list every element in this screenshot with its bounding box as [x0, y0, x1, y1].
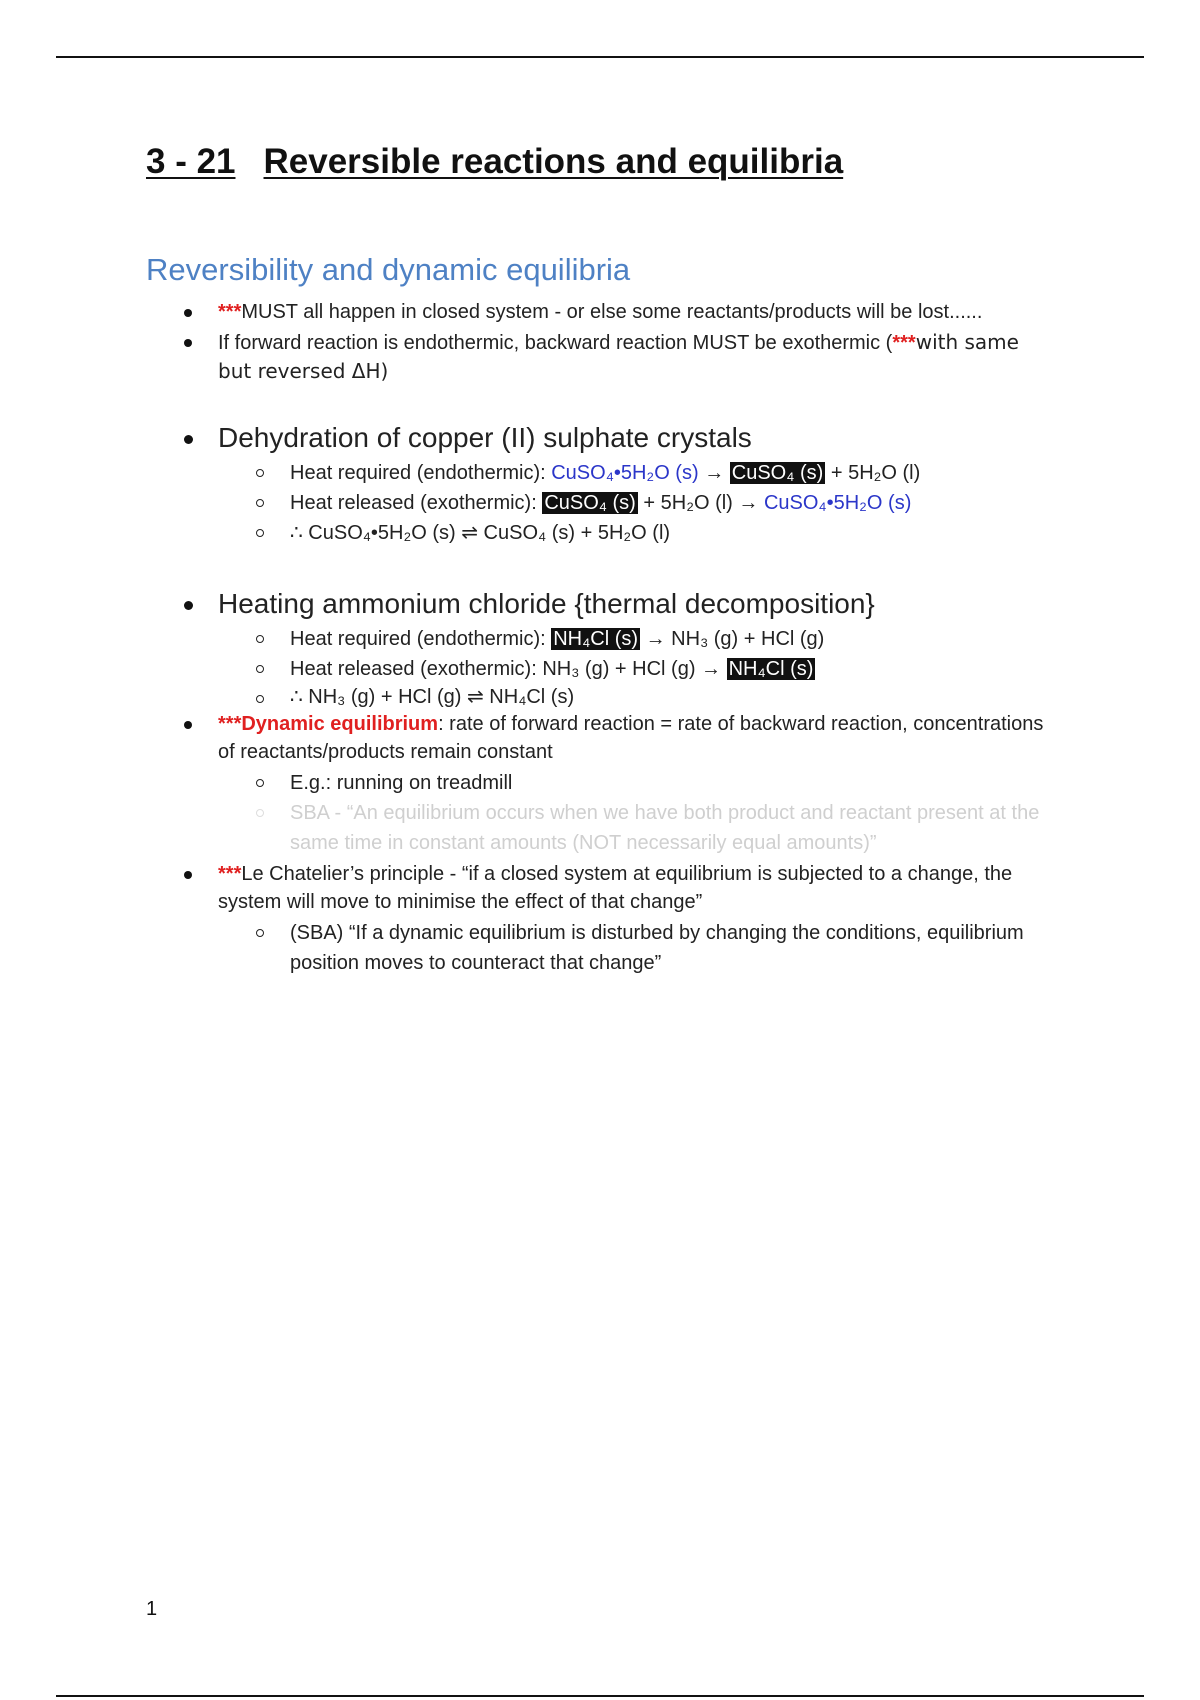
copper-heat-required — [146, 458, 1046, 488]
highlighted-formula: NH₄Cl (s) — [728, 658, 814, 681]
le-chatelier-bullet — [146, 860, 1046, 978]
highlighted-formula: CuSO₄ (s) — [544, 492, 636, 515]
copper-hydrated-formula: CuSO₄•5H₂O (s) — [763, 492, 912, 515]
copper-heat-required-rest: + 5H₂O (l) — [825, 462, 921, 485]
ammonium-heat-released-label: Heat released (exothermic): NH₃ (g) + HCl (g) → — [290, 658, 727, 681]
ammonium-chloride-bullet — [146, 586, 1046, 710]
copper-heat-required-label: Heat required (endothermic): — [290, 462, 552, 485]
title-number: 3 - 21 — [146, 142, 236, 181]
copper-heat-released-label: Heat released (exothermic): — [290, 492, 543, 515]
ammonium-heat-required — [146, 624, 1046, 654]
closed-system-text: MUST all happen in closed system - or else some reactants/products will be lost...... — [241, 301, 983, 324]
forward-reaction-text-a: If forward reaction is endothermic, backward reaction MUST be exothermic ( — [218, 332, 893, 355]
forward-reaction-text-b: with same but reversed ΔH) — [218, 330, 1019, 384]
le-chatelier-sba: (SBA) “If a dynamic equilibrium is disturbed by changing the conditions, equilibrium position moves to counteract that change” — [146, 918, 1046, 978]
ammonium-heat-required-rest: → NH₃ (g) + HCl (g) — [640, 628, 825, 651]
dynamic-equilibrium-term: ***Dynamic equilibrium — [218, 713, 439, 736]
important-mark: *** — [892, 332, 916, 355]
important-mark: *** — [218, 301, 242, 324]
section-heading: Reversibility and dynamic equilibria — [146, 251, 631, 287]
top-rule — [56, 56, 1144, 58]
copper-sublist — [218, 458, 1046, 548]
highlighted-formula: NH₄Cl (s) — [553, 628, 639, 651]
title-text: Reversible reactions and equilibria — [263, 142, 844, 181]
document-body — [146, 140, 1046, 978]
closed-system-bullet — [146, 298, 1046, 326]
page-title — [146, 140, 1046, 184]
dynamic-sublist — [218, 768, 1046, 858]
le-chatelier-sublist — [218, 918, 1046, 978]
copper-hydrated-formula: CuSO₄•5H₂O (s) — [551, 462, 699, 485]
ammonium-heading: Heating ammonium chloride {thermal decomposition} — [218, 588, 875, 620]
reaction-arrow: → — [698, 462, 730, 485]
dynamic-equilibrium-bullet — [146, 710, 1046, 858]
treadmill-example: E.g.: running on treadmill — [146, 768, 1046, 798]
highlighted-formula: CuSO₄ (s) — [731, 462, 824, 485]
le-chatelier-text: Le Chatelier’s principle - “if a closed system at equilibrium is subjected to a change, the system will move to minimise the effect of that change” — [218, 863, 1013, 914]
sba-definition: SBA - “An equilibrium occurs when we have both product and reactant present at the same time in constant amounts (NOT necessarily equal amounts)” — [146, 798, 1046, 858]
important-mark: *** — [218, 863, 242, 886]
ammonium-heat-required-label: Heat required (endothermic): — [290, 628, 552, 651]
ammonium-summary: ∴ NH₃ (g) + HCl (g) ⇌ NH₄Cl (s) — [146, 684, 1046, 710]
ammonium-sublist — [218, 624, 1046, 710]
copper-sulphate-bullet — [146, 420, 1046, 548]
page-number: 1 — [146, 1598, 158, 1620]
dynamic-equilibrium-text: : rate of forward reaction = rate of backward reaction, concentrations of reactants/products remain constant — [218, 713, 1044, 764]
copper-summary: ∴ CuSO₄•5H₂O (s) ⇌ CuSO₄ (s) + 5H₂O (l) — [146, 518, 1046, 548]
copper-heading: Dehydration of copper (II) sulphate crystals — [218, 422, 752, 454]
copper-heat-released — [146, 488, 1046, 518]
bullet-list — [146, 298, 1046, 978]
copper-heat-released-middle: + 5H₂O (l) → — [637, 492, 764, 515]
ammonium-heat-released — [146, 654, 1046, 684]
bottom-rule — [56, 1695, 1144, 1697]
forward-reaction-bullet — [146, 328, 1046, 386]
